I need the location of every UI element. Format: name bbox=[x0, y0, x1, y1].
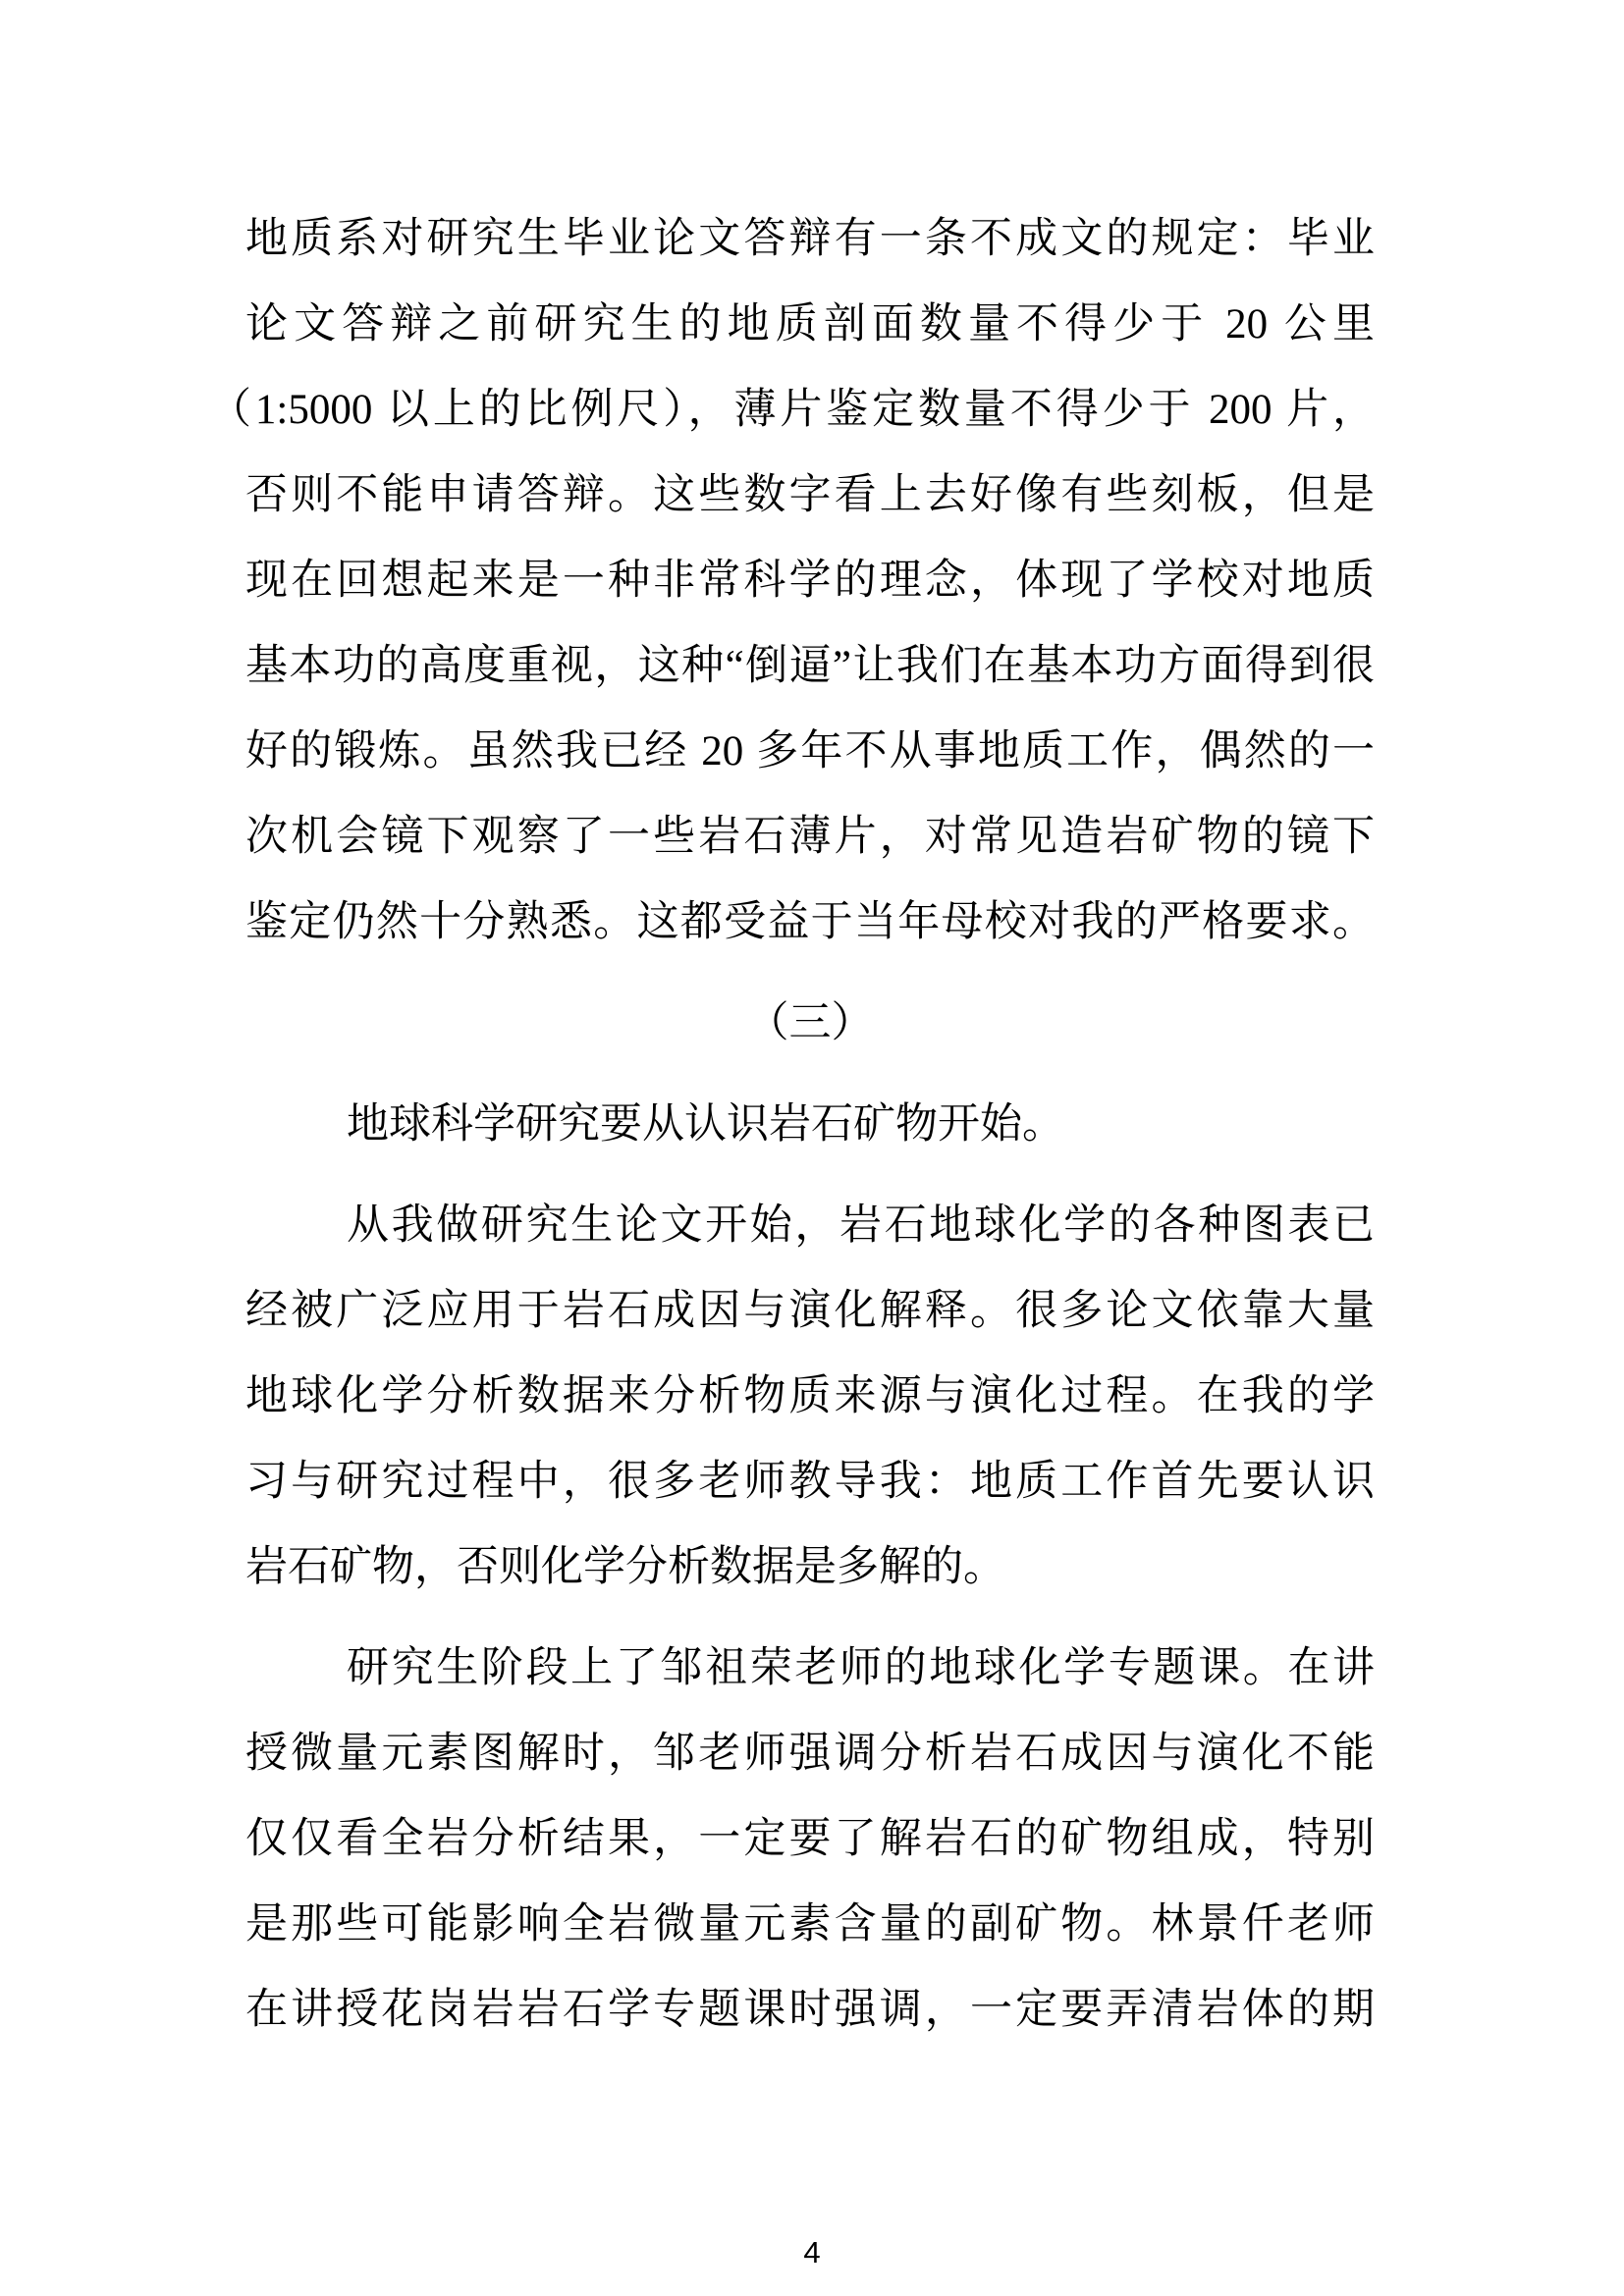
paragraph-1 bbox=[209, 196, 1375, 965]
text-line: 授微量元素图解时，邹老师强调分析岩石成因与演化不能 bbox=[245, 1731, 1375, 1777]
paragraph-4 bbox=[245, 1626, 1375, 2053]
text-line: 地球科学研究要从认识岩石矿物开始。 bbox=[347, 1101, 1064, 1148]
text-line: 在讲授花岗岩岩石学专题课时强调，一定要弄清岩体的期 bbox=[245, 1987, 1375, 2033]
page-number: 4 bbox=[803, 2235, 821, 2269]
page-footer bbox=[0, 2231, 1624, 2274]
text-line: 论文答辩之前研究生的地质剖面数量不得少于 20 公里 bbox=[245, 301, 1375, 347]
text-line: 是那些可能影响全岩微量元素含量的副矿物。林景仟老师 bbox=[245, 1901, 1375, 1948]
text-line: 鉴定仍然十分熟悉。这都受益于当年母校对我的严格要求。 bbox=[245, 899, 1375, 945]
text-line: 次机会镜下观察了一些岩石薄片，对常见造岩矿物的镜下 bbox=[245, 814, 1375, 860]
text-line: 现在回想起来是一种非常科学的理念，体现了学校对地质 bbox=[245, 558, 1375, 604]
section-heading: （三） bbox=[746, 1000, 874, 1046]
text-line: 地球化学分析数据来分析物质来源与演化过程。在我的学 bbox=[245, 1373, 1375, 1419]
text-line: 否则不能申请答辩。这些数字看上去好像有些刻板，但是 bbox=[245, 472, 1375, 518]
text-line: 习与研究过程中，很多老师教导我：地质工作首先要认识 bbox=[245, 1459, 1375, 1505]
text-line: 经被广泛应用于岩石成因与演化解释。很多论文依靠大量 bbox=[245, 1288, 1375, 1334]
paragraph-2 bbox=[245, 1082, 1375, 1167]
text-line: 研究生阶段上了邹祖荣老师的地球化学专题课。在讲 bbox=[347, 1645, 1375, 1691]
text-line: 从我做研究生论文开始，岩石地球化学的各种图表已 bbox=[347, 1202, 1375, 1249]
text-line: 仅仅看全岩分析结果，一定要了解岩石的矿物组成，特别 bbox=[245, 1816, 1375, 1862]
text-line: 岩石矿物，否则化学分析数据是多解的。 bbox=[245, 1544, 1005, 1590]
text-line: 地质系对研究生毕业论文答辩有一条不成文的规定：毕业 bbox=[245, 216, 1375, 262]
text-line: 基本功的高度重视，这种“倒逼”让我们在基本功方面得到很 bbox=[245, 643, 1375, 689]
text-line: （1:5000 以上的比例尺），薄片鉴定数量不得少于 200 片， bbox=[209, 387, 1375, 433]
paragraph-3 bbox=[245, 1183, 1375, 1610]
text-line: 好的锻炼。虽然我已经 20 多年不从事地质工作，偶然的一 bbox=[245, 728, 1375, 774]
document-page-body bbox=[209, 196, 1375, 2068]
